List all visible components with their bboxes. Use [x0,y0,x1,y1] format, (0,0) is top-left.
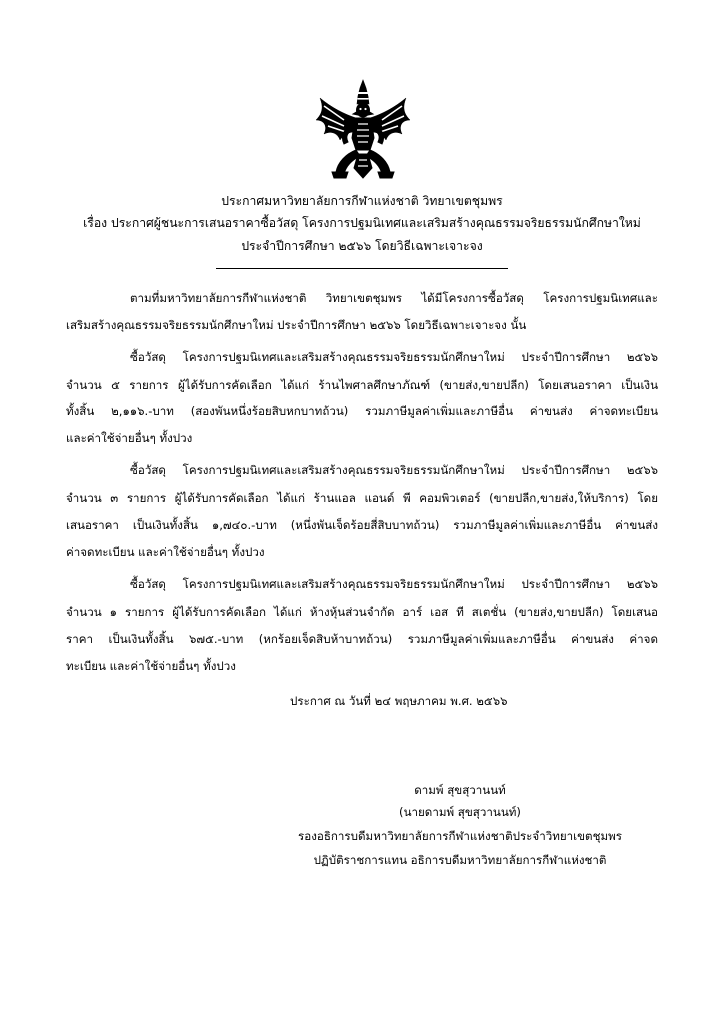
item1-line-2: จำนวน ๕ รายการ ผู้ได้รับการคัดเลือก ได้แก่ ร้านไพศาลศึกษาภัณฑ์ (ขายส่ง,ขายปลีก) โดยเสนอราคา เป็นเงิน [66,378,658,392]
item3-line-2: จำนวน ๑ รายการ ผู้ได้รับการคัดเลือก ได้แก่ ห้างหุ้นส่วนจำกัด อาร์ เอส ที สเตชั่น (ขายส่ง,ขายปลีก) โดยเสนอ [66,605,658,619]
separator-line [216,268,508,269]
item1-line-4: และค่าใช้จ่ายอื่นๆ ทั้งปวง [66,431,193,445]
announcement-title: ประกาศมหาวิทยาลัยการกีฬาแห่งชาติ วิทยาเขตชุมพร [221,194,503,208]
item3-line-1: ซื้อวัสดุ โครงการปฐมนิเทศและเสริมสร้างคุณธรรมจริยธรรมนักศึกษาใหม่ ประจำปีการศึกษา ๒๕๖๖ [130,577,658,591]
signer-name-full: (นายดามพ์ สุขสุวานนท์) [399,805,521,819]
item1-line-1: ซื้อวัสดุ โครงการปฐมนิเทศและเสริมสร้างคุณธรรมจริยธรรมนักศึกษาใหม่ ประจำปีการศึกษา ๒๕๖๖ [130,350,658,364]
item3-line-3: ราคา เป็นเงินทั้งสิ้น ๖๗๕.-บาท (หกร้อยเจ็ดสิบห้าบาทถ้วน) รวมภาษีมูลค่าเพิ่มและภาษีอื่น ค่าขนส่ง ค่าจด [66,632,658,646]
announcement-subject: เรื่อง ประกาศผู้ชนะการเสนอราคาซื้อวัสดุ โครงการปฐมนิเทศและเสริมสร้างคุณธรรมจริยธรรมนักศึกษาใหม่ [83,216,641,230]
announcement-subject-cont: ประจำปีการศึกษา ๒๕๖๖ โดยวิธีเฉพาะเจาะจง [241,239,483,253]
item2-line-1: ซื้อวัสดุ โครงการปฐมนิเทศและเสริมสร้างคุณธรรมจริยธรรมนักศึกษาใหม่ ประจำปีการศึกษา ๒๕๖๖ [130,463,658,477]
signer-position: รองอธิการบดีมหาวิทยาลัยการกีฬาแห่งชาติประจำวิทยาเขตชุมพร [298,829,622,843]
intro-line-2: เสริมสร้างคุณธรรมจริยธรรมนักศึกษาใหม่ ประจำปีการศึกษา ๒๕๖๖ โดยวิธีเฉพาะเจาะจง นั้น [66,318,527,332]
item2-line-4: ค่าจดทะเบียน และค่าใช้จ่ายอื่นๆ ทั้งปวง [66,545,265,559]
item3-line-4: ทะเบียน และค่าใช้จ่ายอื่นๆ ทั้งปวง [66,659,236,673]
announcement-date: ประกาศ ณ วันที่ ๒๔ พฤษภาคม พ.ศ. ๒๕๖๖ [290,694,508,708]
signer-name: ดามพ์ สุขสุวานนท์ [414,783,506,797]
intro-line-1: ตามที่มหาวิทยาลัยการกีฬาแห่งชาติ วิทยาเขตชุมพร ได้มีโครงการซื้อวัสดุ โครงการปฐมนิเทศและ [130,291,658,305]
garuda-emblem-icon [314,78,412,182]
item1-line-3: ทั้งสิ้น ๒,๑๑๖.-บาท (สองพันหนึ่งร้อยสิบหกบาทถ้วน) รวมภาษีมูลค่าเพิ่มและภาษีอื่น ค่าขนส่ง ค่าจดทะเบียน [66,404,658,418]
item2-line-3: เสนอราคา เป็นเงินทั้งสิ้น ๑,๗๔๐.-บาท (หนึ่งพันเจ็ดร้อยสี่สิบบาทถ้วน) รวมภาษีมูลค่าเพิ่มและภาษีอื่น ค่าขนส่ง [66,518,658,532]
item2-line-2: จำนวน ๓ รายการ ผู้ได้รับการคัดเลือก ได้แก่ ร้านแอล แอนด์ พี คอมพิวเตอร์ (ขายปลีก,ขายส่ง,ให้บริการ) โดย [66,491,658,505]
signer-acting-position: ปฏิบัติราชการแทน อธิการบดีมหาวิทยาลัยการกีฬาแห่งชาติ [313,853,607,867]
